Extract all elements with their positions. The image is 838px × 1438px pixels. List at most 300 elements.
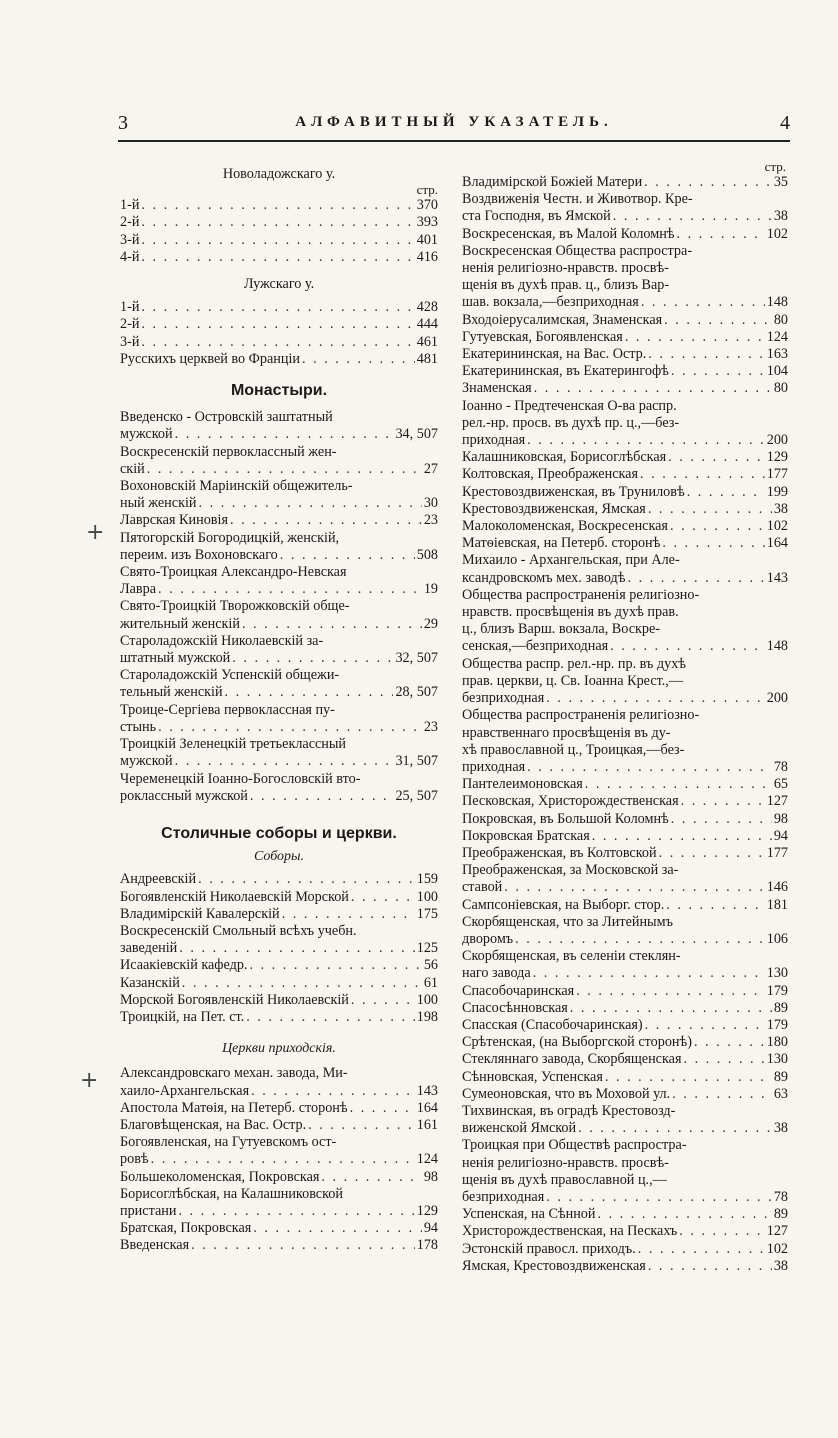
page-reference: 78 [773,1188,788,1205]
index-entry [462,793,788,810]
entry-last-line [120,461,438,478]
dot-leader [592,828,772,845]
entry-title: 2-й [120,214,140,231]
index-entry [120,1237,438,1254]
index-entry [462,312,788,329]
page-reference: 198 [416,1008,438,1025]
dot-leader [321,1169,421,1186]
dot-leader [645,1017,765,1034]
entry-title: Песковская, Христорождественская [462,793,679,810]
entry-last-line [120,940,438,957]
dot-leader [178,1203,414,1220]
index-entry [120,214,438,231]
entry-last-line [120,616,438,633]
entry-title: Екатерининская, на Вас. Остр. [462,346,647,363]
entry-title: Срѣтенская, (на Выборгской сторонѣ) [462,1034,692,1051]
entry-title: Апостола Матѳія, на Петерб. сторонѣ [120,1099,348,1116]
index-entry [120,1100,438,1117]
entry-text-line: Воскресенскій первоклассный жен- [120,443,337,460]
index-entry [120,992,438,1009]
index-entry [462,1223,788,1240]
index-entry [462,587,788,656]
entry-last-line [120,214,438,231]
page-reference: 163 [766,346,788,363]
dot-leader [671,811,772,828]
dot-leader [638,1241,765,1258]
entry-title: 3-й [120,333,140,350]
entry-title: 1-й [120,197,140,214]
cathedrals-subheading: Соборы. [253,849,305,865]
page-reference: 161 [416,1116,438,1133]
dot-leader [641,294,765,311]
page-header [118,112,790,138]
page-reference: 78 [773,758,788,775]
index-entry [120,1117,438,1134]
index-entry [462,329,788,346]
dot-leader [351,992,415,1009]
index-entry [462,948,788,982]
index-entry [120,633,438,667]
page-title: АЛФАВИТНЫЙ УКАЗАТЕЛЬ. [295,114,613,130]
dot-leader [585,776,772,793]
page-reference: 444 [416,316,438,333]
entry-text-line: ненія религіозно-нравств. просвѣ- [462,260,669,277]
page-reference: 180 [766,1034,788,1051]
dot-leader [175,426,394,443]
page-reference: 29 [423,615,438,632]
index-entry [120,564,438,598]
page-reference: 129 [766,449,788,466]
dot-leader [625,329,765,346]
entry-title: Благовѣщенская, на Вас. Остр. [120,1116,307,1133]
entry-title: сенская,—безприходная [462,638,609,655]
entry-text-line: нравственнаго просвѣщенія въ ду- [462,724,671,741]
index-entry [462,380,788,397]
novoladoga-list [120,197,438,266]
entry-last-line [462,811,788,828]
page-reference: 28, 507 [395,684,438,701]
entry-title: Спасская (Спасобочаринская) [462,1016,643,1033]
entry-last-line [120,906,438,923]
dot-leader [677,226,765,243]
page-reference: 65 [773,776,788,793]
dot-leader [644,174,772,191]
entry-text-line: рел.-нр. просв. въ духѣ пр. ц.,—без- [462,414,680,431]
index-entry [462,811,788,828]
entry-last-line [462,793,788,810]
index-entry [462,466,788,483]
index-entry [462,174,788,191]
dot-leader [681,793,765,810]
novoladoga-subtitle: Новоладожскаго у. [222,166,336,182]
entry-title: Сампсоніевская, на Выборг. стор. [462,896,665,913]
page-reference: 159 [416,871,438,888]
entry-last-line [462,449,788,466]
dot-leader [578,1120,772,1137]
entry-last-line [120,316,438,333]
entry-last-line [462,501,788,518]
entry-last-line [120,684,438,701]
page-reference: 175 [416,905,438,922]
index-entry [462,828,788,845]
dot-leader [659,845,765,862]
entry-title: 3-й [120,231,140,248]
entry-last-line [462,174,788,191]
page-reference: 177 [766,844,788,861]
entry-text-line: Іоанно - Предтеченская О-ва распр. [462,397,677,414]
dot-leader [175,753,394,770]
margin-pencil-mark: + [80,1068,99,1093]
index-entry [462,243,788,312]
dot-leader [198,871,415,888]
entry-title: Пантелеимоновская [462,776,583,793]
page-reference: 35 [773,174,788,190]
page-reference: 179 [766,1016,788,1033]
dot-leader [246,1009,415,1026]
entry-last-line [462,363,788,380]
entry-last-line [120,1220,438,1237]
entry-title: приходная [462,432,526,449]
page-reference: 179 [766,982,788,999]
entry-text-line: нравств. просвѣщенія въ духѣ прав. [462,604,679,621]
index-entry [462,1103,788,1137]
dot-leader [280,547,415,564]
page-reference: 38 [773,1120,788,1137]
page-reference: 143 [416,1082,438,1099]
dot-leader [282,906,415,923]
entry-title: заведеній [120,940,178,957]
entry-last-line [462,312,788,329]
entry-text-line: Богоявленская, на Гутуевскомъ ост- [120,1134,337,1151]
entry-title: Сѣнновская, Успенская [462,1068,603,1085]
entry-title: Троицкій, на Пет. ст. [120,1008,245,1025]
entry-title: Колтовская, Преображенская [462,466,638,483]
page-reference: 461 [416,333,438,350]
page-reference: 127 [766,1223,788,1240]
entry-title: Казанскій [120,974,180,991]
entry-text-line: Свято-Троицкая Александро-Невская [120,564,347,581]
page-number-left: 3 [118,112,128,134]
entry-title: Исаакіевскій кафедр. [120,957,248,974]
entry-text-line: Вохоновскій Маріинскій общежитель- [120,478,353,495]
page-reference: 38 [773,208,788,225]
entry-text-line: прав. церкви, ц. Св. Іоанна Крест.,— [462,672,684,689]
index-entry [120,975,438,992]
entry-last-line [462,380,788,397]
entry-last-line [462,1223,788,1240]
entry-last-line [120,1100,438,1117]
entry-last-line [120,1117,438,1134]
page-reference: 80 [773,380,788,397]
index-entry [462,484,788,501]
dot-leader [141,232,414,249]
entry-text-line: Введенско - Островскій заштатный [120,409,333,426]
page-reference: 61 [423,974,438,991]
entry-title: Эстонскій правосл. приходъ. [462,1240,636,1257]
entry-title: переим. изъ Вохоновскаго [120,546,278,563]
entry-last-line [120,299,438,316]
entry-text-line: щенія въ духѣ прав. ц., близъ Вар- [462,277,670,294]
dot-leader [515,931,765,948]
page-reference: 30 [423,495,438,512]
entry-last-line [462,535,788,552]
dot-leader [141,214,414,231]
page-reference: 89 [773,1068,788,1085]
dot-leader [230,512,422,529]
dot-leader [679,1223,764,1240]
index-entry [120,1186,438,1220]
index-entry [120,771,438,805]
entry-last-line [120,719,438,736]
page-reference: 416 [416,248,438,265]
entry-title: скій [120,460,145,477]
index-entry [462,449,788,466]
page-reference: 89 [773,999,788,1016]
entry-last-line [462,931,788,948]
entry-text-line: Троице-Сергіева первоклассная пу- [120,701,335,718]
entry-last-line [462,484,788,501]
dot-leader [350,1100,415,1117]
entry-text-line: Михаило - Архангельская, при Але- [462,552,680,569]
index-entry [120,197,438,214]
entry-title: безприходная [462,1188,545,1205]
page-reference: 56 [423,957,438,974]
entry-title: 2-й [120,316,140,333]
page-reference: 94 [773,827,788,844]
entry-last-line [462,828,788,845]
entry-title: ксандровскомъ мех. заводѣ [462,569,626,586]
entry-text-line: Воскресенская Общества распростра- [462,242,693,259]
entry-title: Входоіерусалимская, Знаменская [462,311,663,328]
index-entry [120,667,438,701]
page-reference: 19 [423,581,438,598]
entry-title: Спасобочаринская [462,982,575,999]
entry-last-line [462,1241,788,1258]
entry-last-line [462,1086,788,1103]
entry-title: Малоколоменская, Воскресенская [462,518,668,535]
dot-leader [308,1117,415,1134]
entry-title: шав. вокзала,—безприходная [462,294,639,311]
entry-last-line [120,334,438,351]
entry-last-line [120,547,438,564]
entry-title: приходная [462,758,526,775]
entry-last-line [462,690,788,707]
entry-title: Преображенская, въ Колтовской [462,844,657,861]
page-reference: 177 [766,466,788,483]
dot-leader [251,1083,415,1100]
index-entry [462,862,788,896]
dot-leader [672,1086,772,1103]
entry-title: Крестовоздвиженская, въ Труниловѣ [462,483,685,500]
entry-title: наго завода [462,965,531,982]
entry-title: мужской [120,753,173,770]
index-entry [462,776,788,793]
page-reference: 106 [766,930,788,947]
index-entry [120,1220,438,1237]
index-entry [120,923,438,957]
dot-leader [191,1237,415,1254]
index-entry [120,906,438,923]
entry-last-line [462,1258,788,1275]
page-number-right: 4 [780,112,790,134]
entry-title: стынь [120,718,157,735]
entry-text-line: Скорбященская, въ селеніи стеклян- [462,948,681,965]
page-reference: 31, 507 [395,753,438,770]
margin-pencil-mark: + [86,520,105,545]
entry-text-line: Свято-Троицкій Творожковскій обще- [120,598,350,615]
index-entry [462,535,788,552]
entry-last-line [462,1206,788,1223]
right-index-list [462,174,788,1275]
entry-last-line [462,208,788,225]
dot-leader [597,1206,771,1223]
index-entry [462,1241,788,1258]
entry-text-line: Воскресенскій Смольный всѣхъ учебн. [120,922,357,939]
dot-leader [687,484,765,501]
entry-title: Большеколоменская, Покровская [120,1168,320,1185]
index-entry [462,518,788,535]
entry-last-line [462,1120,788,1137]
page-reference: 481 [416,350,438,367]
page-reference: 32, 507 [395,650,438,667]
entry-last-line [462,466,788,483]
entry-title: Покровская Братская [462,827,590,844]
entry-title: Ямская, Крестовоздвиженская [462,1257,646,1274]
dot-leader [664,312,772,329]
entry-text-line: Борисоглѣбская, на Калашниковской [120,1185,343,1202]
page-reference: 401 [416,231,438,248]
entry-last-line [462,1000,788,1017]
page-reference: 129 [416,1202,438,1219]
entry-last-line [120,1203,438,1220]
page-reference: 80 [773,311,788,328]
page-reference: 102 [766,518,788,535]
index-entry [462,914,788,948]
dot-leader [670,518,765,535]
dot-leader [242,616,422,633]
page-reference: 370 [416,197,438,214]
entry-title: Андреевскій [120,871,197,888]
entry-text-line: Староладожскій Николаевскій за- [120,632,324,649]
entry-title: Братская, Покровская [120,1220,252,1237]
index-entry [462,1206,788,1223]
entry-last-line [120,1083,438,1100]
page-reference: 143 [766,569,788,586]
entry-last-line [462,329,788,346]
parish-churches-subheading: Церкви приходскія. [222,1041,336,1057]
entry-last-line [462,1069,788,1086]
page-reference: 23 [423,512,438,529]
entry-title: Воскресенская, въ Малой Коломнѣ [462,225,675,242]
entry-title: Христорождественская, на Пескахъ [462,1223,678,1240]
index-entry [120,512,438,529]
entry-last-line [120,788,438,805]
entry-text-line: Троицкая при Обществѣ распростра- [462,1137,687,1154]
entry-last-line [120,232,438,249]
page-reference: 508 [416,546,438,563]
entry-text-line: Троицкій Зеленецкій третьеклассный [120,736,347,753]
entry-last-line [462,1051,788,1068]
index-entry [462,552,788,586]
dot-leader [648,1258,772,1275]
entry-title: штатный мужской [120,650,231,667]
page-reference: 146 [766,879,788,896]
index-entry [120,1065,438,1099]
entry-last-line [462,845,788,862]
entry-last-line [462,638,788,655]
entry-last-line [462,1189,788,1206]
index-entry [462,897,788,914]
entry-last-line [462,983,788,1000]
index-entry [120,598,438,632]
dot-leader [576,983,765,1000]
entry-last-line [120,197,438,214]
index-entry [120,409,438,443]
index-entry [462,1086,788,1103]
page-reference: 164 [416,1099,438,1116]
entry-last-line [462,759,788,776]
entry-title: Сумеоновская, что въ Моховой ул. [462,1085,671,1102]
capital-churches-heading: Столичные соборы и церкви. [161,824,397,842]
index-entry [120,736,438,770]
entry-title: Гутуевская, Богоявленская [462,328,623,345]
entry-title: пристани [120,1202,177,1219]
entry-title: ный женскій [120,495,197,512]
monasteries-heading: Монастыри. [230,382,328,400]
dot-leader [141,197,414,214]
dot-leader [666,897,764,914]
entry-last-line [120,992,438,1009]
page-reference: 124 [416,1151,438,1168]
dot-leader [141,299,414,316]
page-reference: 25, 507 [395,787,438,804]
index-entry [120,957,438,974]
dot-leader [504,879,764,896]
page-reference: 23 [423,718,438,735]
entry-last-line [462,879,788,896]
entry-title: Екатерининская, въ Екатерингофѣ [462,363,669,380]
dot-leader [250,788,394,805]
dot-leader [158,581,422,598]
dot-leader [605,1069,772,1086]
entry-title: Знаменская [462,380,532,397]
entry-title: Крестовоздвиженская, Ямская [462,500,646,517]
dot-leader [158,719,422,736]
entry-last-line [462,226,788,243]
entry-title: ста Господня, въ Ямской [462,208,611,225]
entry-last-line [120,1009,438,1026]
entry-text-line: Общества распространенія религіозно- [462,707,700,724]
index-entry [462,226,788,243]
dot-leader [232,650,393,667]
index-entry [120,1134,438,1168]
entry-title: тельный женскій [120,684,223,701]
page-reference: 102 [766,1240,788,1257]
dot-leader [671,363,765,380]
index-entry [120,299,438,316]
entry-last-line [120,957,438,974]
page-reference: 130 [766,1051,788,1068]
entry-last-line [120,426,438,443]
dot-leader [147,461,422,478]
dot-leader [694,1034,765,1051]
entry-last-line [120,650,438,667]
index-entry [120,232,438,249]
entry-last-line [120,975,438,992]
index-entry [462,707,788,776]
page-reference: 148 [766,294,788,311]
header-divider [118,140,790,142]
